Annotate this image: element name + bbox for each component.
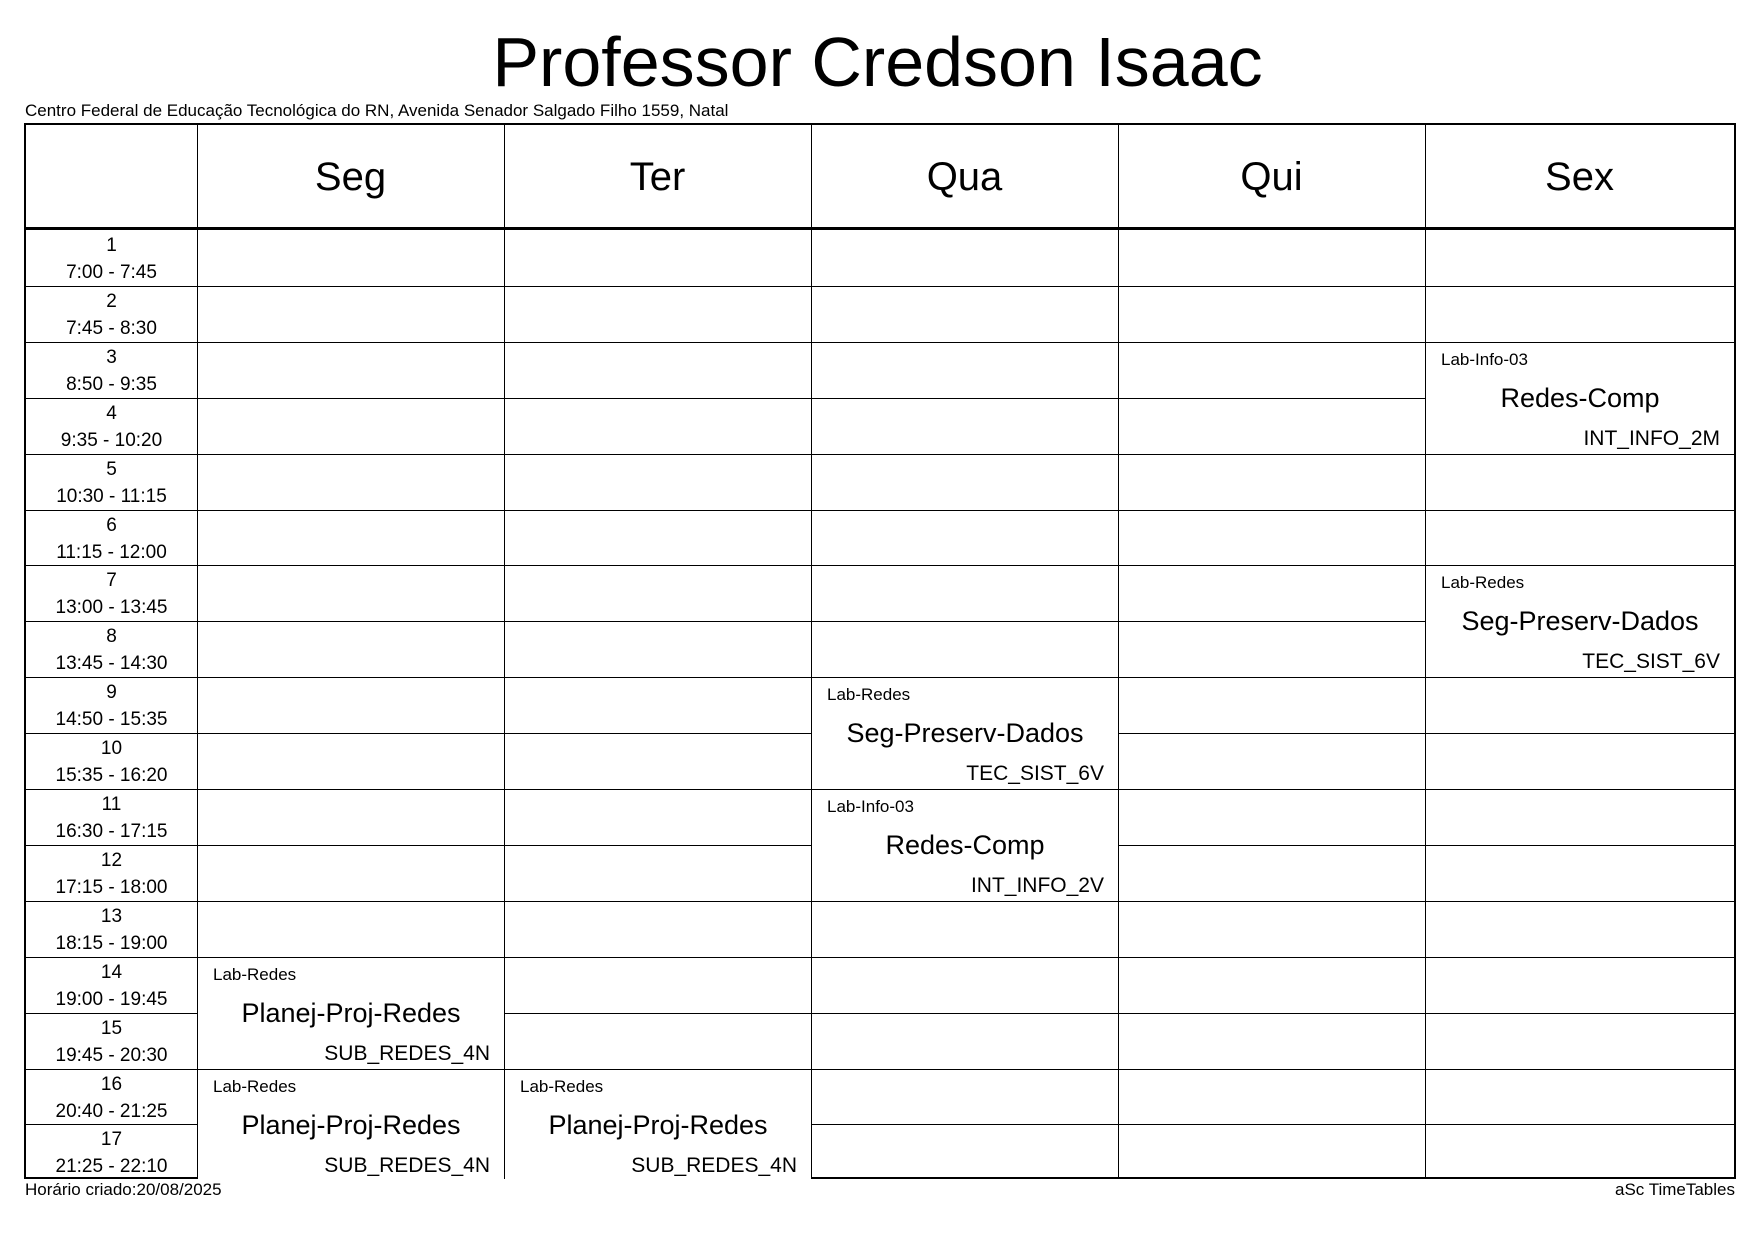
period-time: 8:50 - 9:35 bbox=[66, 373, 157, 395]
period-time: 11:15 - 12:00 bbox=[56, 541, 167, 563]
app-credit: aSc TimeTables bbox=[1615, 1180, 1735, 1199]
lesson-subject: Planej-Proj-Redes bbox=[241, 1110, 461, 1140]
period-time: 10:30 - 11:15 bbox=[56, 485, 167, 507]
lesson-card[interactable] bbox=[812, 790, 1118, 901]
period-label bbox=[26, 957, 197, 1013]
day-header: Sex bbox=[1545, 155, 1614, 199]
lesson-subject: Planej-Proj-Redes bbox=[241, 998, 461, 1028]
period-label bbox=[26, 733, 197, 789]
period-label bbox=[26, 1069, 197, 1125]
timetable-grid bbox=[24, 123, 1736, 1179]
period-label bbox=[26, 286, 197, 342]
period-time: 19:45 - 20:30 bbox=[55, 1044, 168, 1066]
period-time: 13:45 - 14:30 bbox=[55, 653, 168, 675]
row-divider bbox=[26, 901, 1734, 902]
lesson-subject: Seg-Preserv-Dados bbox=[846, 718, 1084, 748]
period-number: 14 bbox=[100, 961, 123, 983]
period-time: 18:15 - 19:00 bbox=[55, 932, 168, 954]
period-label bbox=[26, 845, 197, 901]
period-time: 14:50 - 15:35 bbox=[55, 709, 168, 731]
lesson-room: Lab-Redes bbox=[213, 965, 297, 984]
period-number: 5 bbox=[106, 458, 117, 480]
period-number: 8 bbox=[106, 626, 117, 648]
period-time: 13:00 - 13:45 bbox=[55, 597, 168, 619]
lesson-room: Lab-Redes bbox=[1441, 573, 1525, 592]
lesson-card[interactable] bbox=[198, 958, 504, 1069]
lesson-group: TEC_SIST_6V bbox=[966, 762, 1104, 785]
lesson-room: Lab-Redes bbox=[213, 1077, 297, 1096]
lesson-card[interactable] bbox=[812, 678, 1118, 789]
period-number: 16 bbox=[100, 1073, 123, 1095]
period-label bbox=[26, 677, 197, 733]
lesson-group: INT_INFO_2M bbox=[1583, 427, 1720, 450]
period-label bbox=[26, 565, 197, 621]
period-number: 4 bbox=[106, 402, 117, 424]
header-divider bbox=[26, 227, 1734, 230]
created-date: Horário criado:20/08/2025 bbox=[25, 1180, 222, 1199]
period-number: 6 bbox=[106, 514, 117, 536]
period-number: 3 bbox=[106, 346, 117, 368]
lesson-card[interactable] bbox=[505, 1070, 811, 1181]
period-time: 7:45 - 8:30 bbox=[66, 317, 157, 339]
column-divider bbox=[811, 125, 812, 1177]
period-label bbox=[26, 398, 197, 454]
page-title: Professor Credson Isaac bbox=[492, 23, 1263, 101]
column-divider bbox=[1118, 125, 1119, 1177]
period-time: 15:35 - 16:20 bbox=[55, 765, 168, 787]
period-number: 17 bbox=[100, 1129, 123, 1151]
period-time: 16:30 - 17:15 bbox=[55, 821, 168, 842]
lesson-group: SUB_REDES_4N bbox=[631, 1154, 797, 1177]
period-label bbox=[26, 901, 197, 957]
day-header: Qua bbox=[926, 155, 1003, 199]
lesson-room: Lab-Info-03 bbox=[1441, 350, 1528, 369]
school-address: Centro Federal de Educação Tecnológica do RN, Avenida Senador Salgado Filho 1559, Natal bbox=[25, 101, 729, 120]
period-number: 2 bbox=[106, 290, 117, 312]
period-number: 9 bbox=[106, 682, 117, 704]
period-label bbox=[26, 621, 197, 677]
lesson-group: INT_INFO_2V bbox=[970, 874, 1104, 897]
row-divider bbox=[26, 454, 1734, 455]
column-divider bbox=[504, 125, 505, 1177]
row-divider bbox=[26, 510, 1734, 511]
period-time: 7:00 - 7:45 bbox=[66, 262, 157, 283]
lesson-room: Lab-Redes bbox=[520, 1077, 604, 1096]
day-header: Ter bbox=[629, 155, 686, 199]
period-time: 9:35 - 10:20 bbox=[60, 429, 163, 451]
day-header: Qui bbox=[1240, 155, 1303, 199]
period-number: 12 bbox=[100, 849, 123, 871]
period-label bbox=[26, 1013, 197, 1069]
lesson-card[interactable] bbox=[1426, 343, 1734, 454]
lesson-card[interactable] bbox=[1426, 566, 1734, 677]
lesson-group: SUB_REDES_4N bbox=[324, 1042, 490, 1065]
lesson-subject: Redes-Comp bbox=[885, 830, 1045, 860]
period-time: 20:40 - 21:25 bbox=[55, 1100, 168, 1122]
period-time: 17:15 - 18:00 bbox=[55, 876, 168, 898]
lesson-subject: Seg-Preserv-Dados bbox=[1461, 606, 1699, 636]
period-number: 7 bbox=[106, 570, 117, 592]
period-label bbox=[26, 1124, 197, 1180]
lesson-room: Lab-Redes bbox=[827, 685, 911, 704]
period-label bbox=[26, 342, 197, 398]
period-number: 15 bbox=[100, 1017, 123, 1039]
day-header: Seg bbox=[314, 155, 387, 199]
period-number: 11 bbox=[101, 794, 122, 815]
lesson-subject: Redes-Comp bbox=[1500, 383, 1660, 413]
row-divider bbox=[26, 286, 1734, 287]
lesson-group: SUB_REDES_4N bbox=[324, 1154, 490, 1177]
period-label bbox=[26, 230, 197, 286]
lesson-card[interactable] bbox=[198, 1070, 504, 1181]
period-time: 19:00 - 19:45 bbox=[55, 988, 168, 1010]
period-number: 10 bbox=[100, 738, 123, 760]
period-label bbox=[26, 510, 197, 566]
period-label bbox=[26, 789, 197, 845]
lesson-group: TEC_SIST_6V bbox=[1582, 650, 1720, 673]
lesson-subject: Planej-Proj-Redes bbox=[548, 1110, 768, 1140]
period-number: 13 bbox=[100, 905, 123, 927]
period-time: 21:25 - 22:10 bbox=[55, 1156, 168, 1178]
period-label bbox=[26, 454, 197, 510]
period-number: 1 bbox=[106, 235, 117, 256]
lesson-room: Lab-Info-03 bbox=[827, 797, 914, 816]
